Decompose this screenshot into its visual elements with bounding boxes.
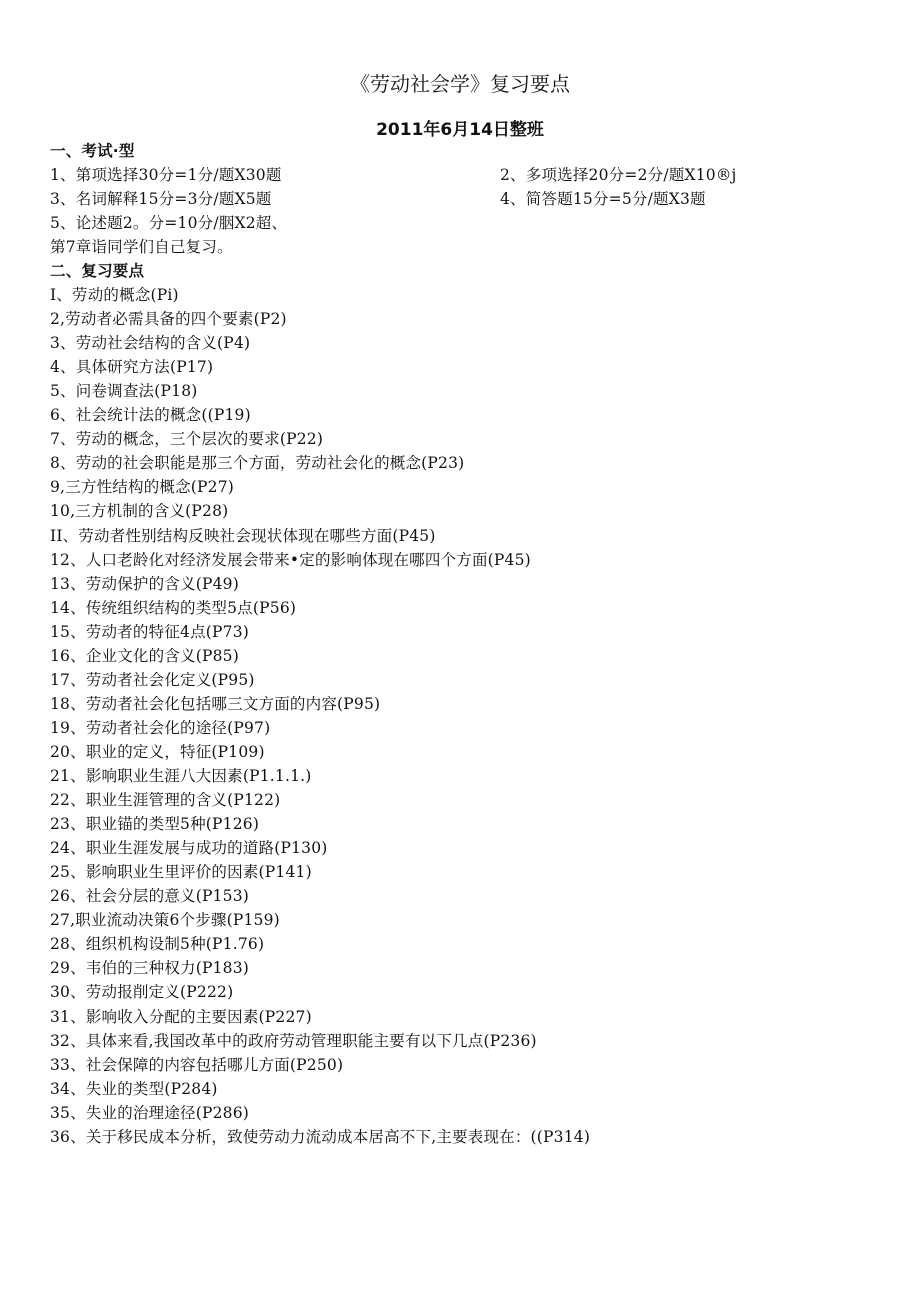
review-point-item: 9,三方性结构的概念(P27): [50, 478, 235, 497]
review-point-item: 35、失业的治理途径(P286): [50, 1103, 250, 1122]
review-point-item: 33、社会保障的内容包括哪儿方面(P250): [50, 1055, 344, 1074]
review-point-item: 5、问卷调查法(P18): [50, 382, 198, 401]
exam-type-item: 4、简答题15分=5分/题X3题: [500, 190, 706, 208]
document-subtitle: 2011年6月14日整班: [376, 120, 544, 140]
review-point-item: 28、组织机构设制5种(P1.76): [50, 935, 265, 954]
exam-note: 第7章诣同学们自己复习。: [50, 238, 233, 256]
review-point-item: 17、劳动者社会化定义(P95): [50, 670, 255, 689]
review-point-item: 16、企业文化的含义(P85): [50, 646, 239, 665]
review-point-item: 12、人口老龄化对经济发展会带来•定的影响体现在哪四个方面(P45): [50, 550, 531, 569]
review-point-item: 31、影响收入分配的主要因素(P227): [50, 1007, 312, 1026]
section-heading-review-points: 二、复习要点: [50, 262, 145, 280]
review-point-item: 24、职业生涯发展与成功的道路(P130): [50, 839, 328, 858]
review-point-item: 3、劳动社会结构的含义(P4): [50, 334, 251, 353]
exam-type-item: 1、第项选择30分=1分/题X30题: [50, 166, 282, 184]
review-point-item: 20、职业的定义，特征(P109): [50, 742, 265, 761]
exam-type-item: 5、论述题2。分=10分/胭X2超、: [50, 214, 288, 232]
review-point-item: 6、社会统计法的概念((P19): [50, 406, 251, 425]
exam-type-item: 2、多项选择20分=2分/题X10®j: [500, 166, 737, 184]
review-point-item: 18、劳动者社会化包括哪三文方面的内容(P95): [50, 694, 381, 713]
document-title: 《劳动社会学》复习要点: [350, 72, 570, 96]
review-point-item: 2,劳动者必需具备的四个要素(P2): [50, 310, 287, 329]
review-point-item: 15、劳动者的特征4点(P73): [50, 622, 250, 641]
review-point-item: 4、具体研究方法(P17): [50, 358, 214, 377]
review-point-item: 32、具体来看,我国改革中的政府劳动管理职能主要有以下几点(P236): [50, 1031, 537, 1050]
review-point-item: 34、失业的类型(P284): [50, 1079, 218, 1098]
review-point-item: 21、影响职业生涯八大因素(P1.1.1.): [50, 767, 312, 785]
review-point-item: 14、传统组织结构的类型5点(P56): [50, 598, 297, 617]
section-heading-exam-types: 一、考试·型: [50, 142, 135, 160]
review-point-item: 10,三方机制的含义(P28): [50, 502, 229, 521]
exam-type-item: 3、名词解释15分=3分/题X5题: [50, 190, 272, 208]
review-point-item: 25、影响职业生里评价的因素(P141): [50, 863, 312, 882]
review-point-item: 36、关于移民成本分析，致使劳动力流动成本居高不下,主要表现在：((P314): [50, 1127, 591, 1146]
review-point-item: I、劳动的概念(Pi): [50, 286, 179, 304]
review-point-item: 26、社会分层的意义(P153): [50, 887, 250, 906]
review-point-item: 29、韦伯的三种权力(P183): [50, 959, 250, 978]
review-point-item: II、劳动者性别结构反映社会现状体现在哪些方面(P45): [50, 526, 436, 545]
review-point-item: 30、劳动报削定义(P222): [50, 983, 234, 1002]
review-point-item: 13、劳动保护的含义(P49): [50, 574, 239, 593]
review-point-item: 22、职业生涯管理的含义(P122): [50, 791, 281, 810]
review-point-item: 23、职业锚的类型5种(P126): [50, 815, 260, 834]
review-point-item: 27,职业流动决策6个步骤(P159): [50, 911, 280, 930]
review-point-item: 19、劳动者社会化的途径(P97): [50, 718, 271, 737]
review-point-item: 7、劳动的概念，三个层次的要求(P22): [50, 430, 324, 449]
review-point-item: 8、劳动的社会职能是那三个方面，劳动社会化的概念(P23): [50, 454, 465, 473]
